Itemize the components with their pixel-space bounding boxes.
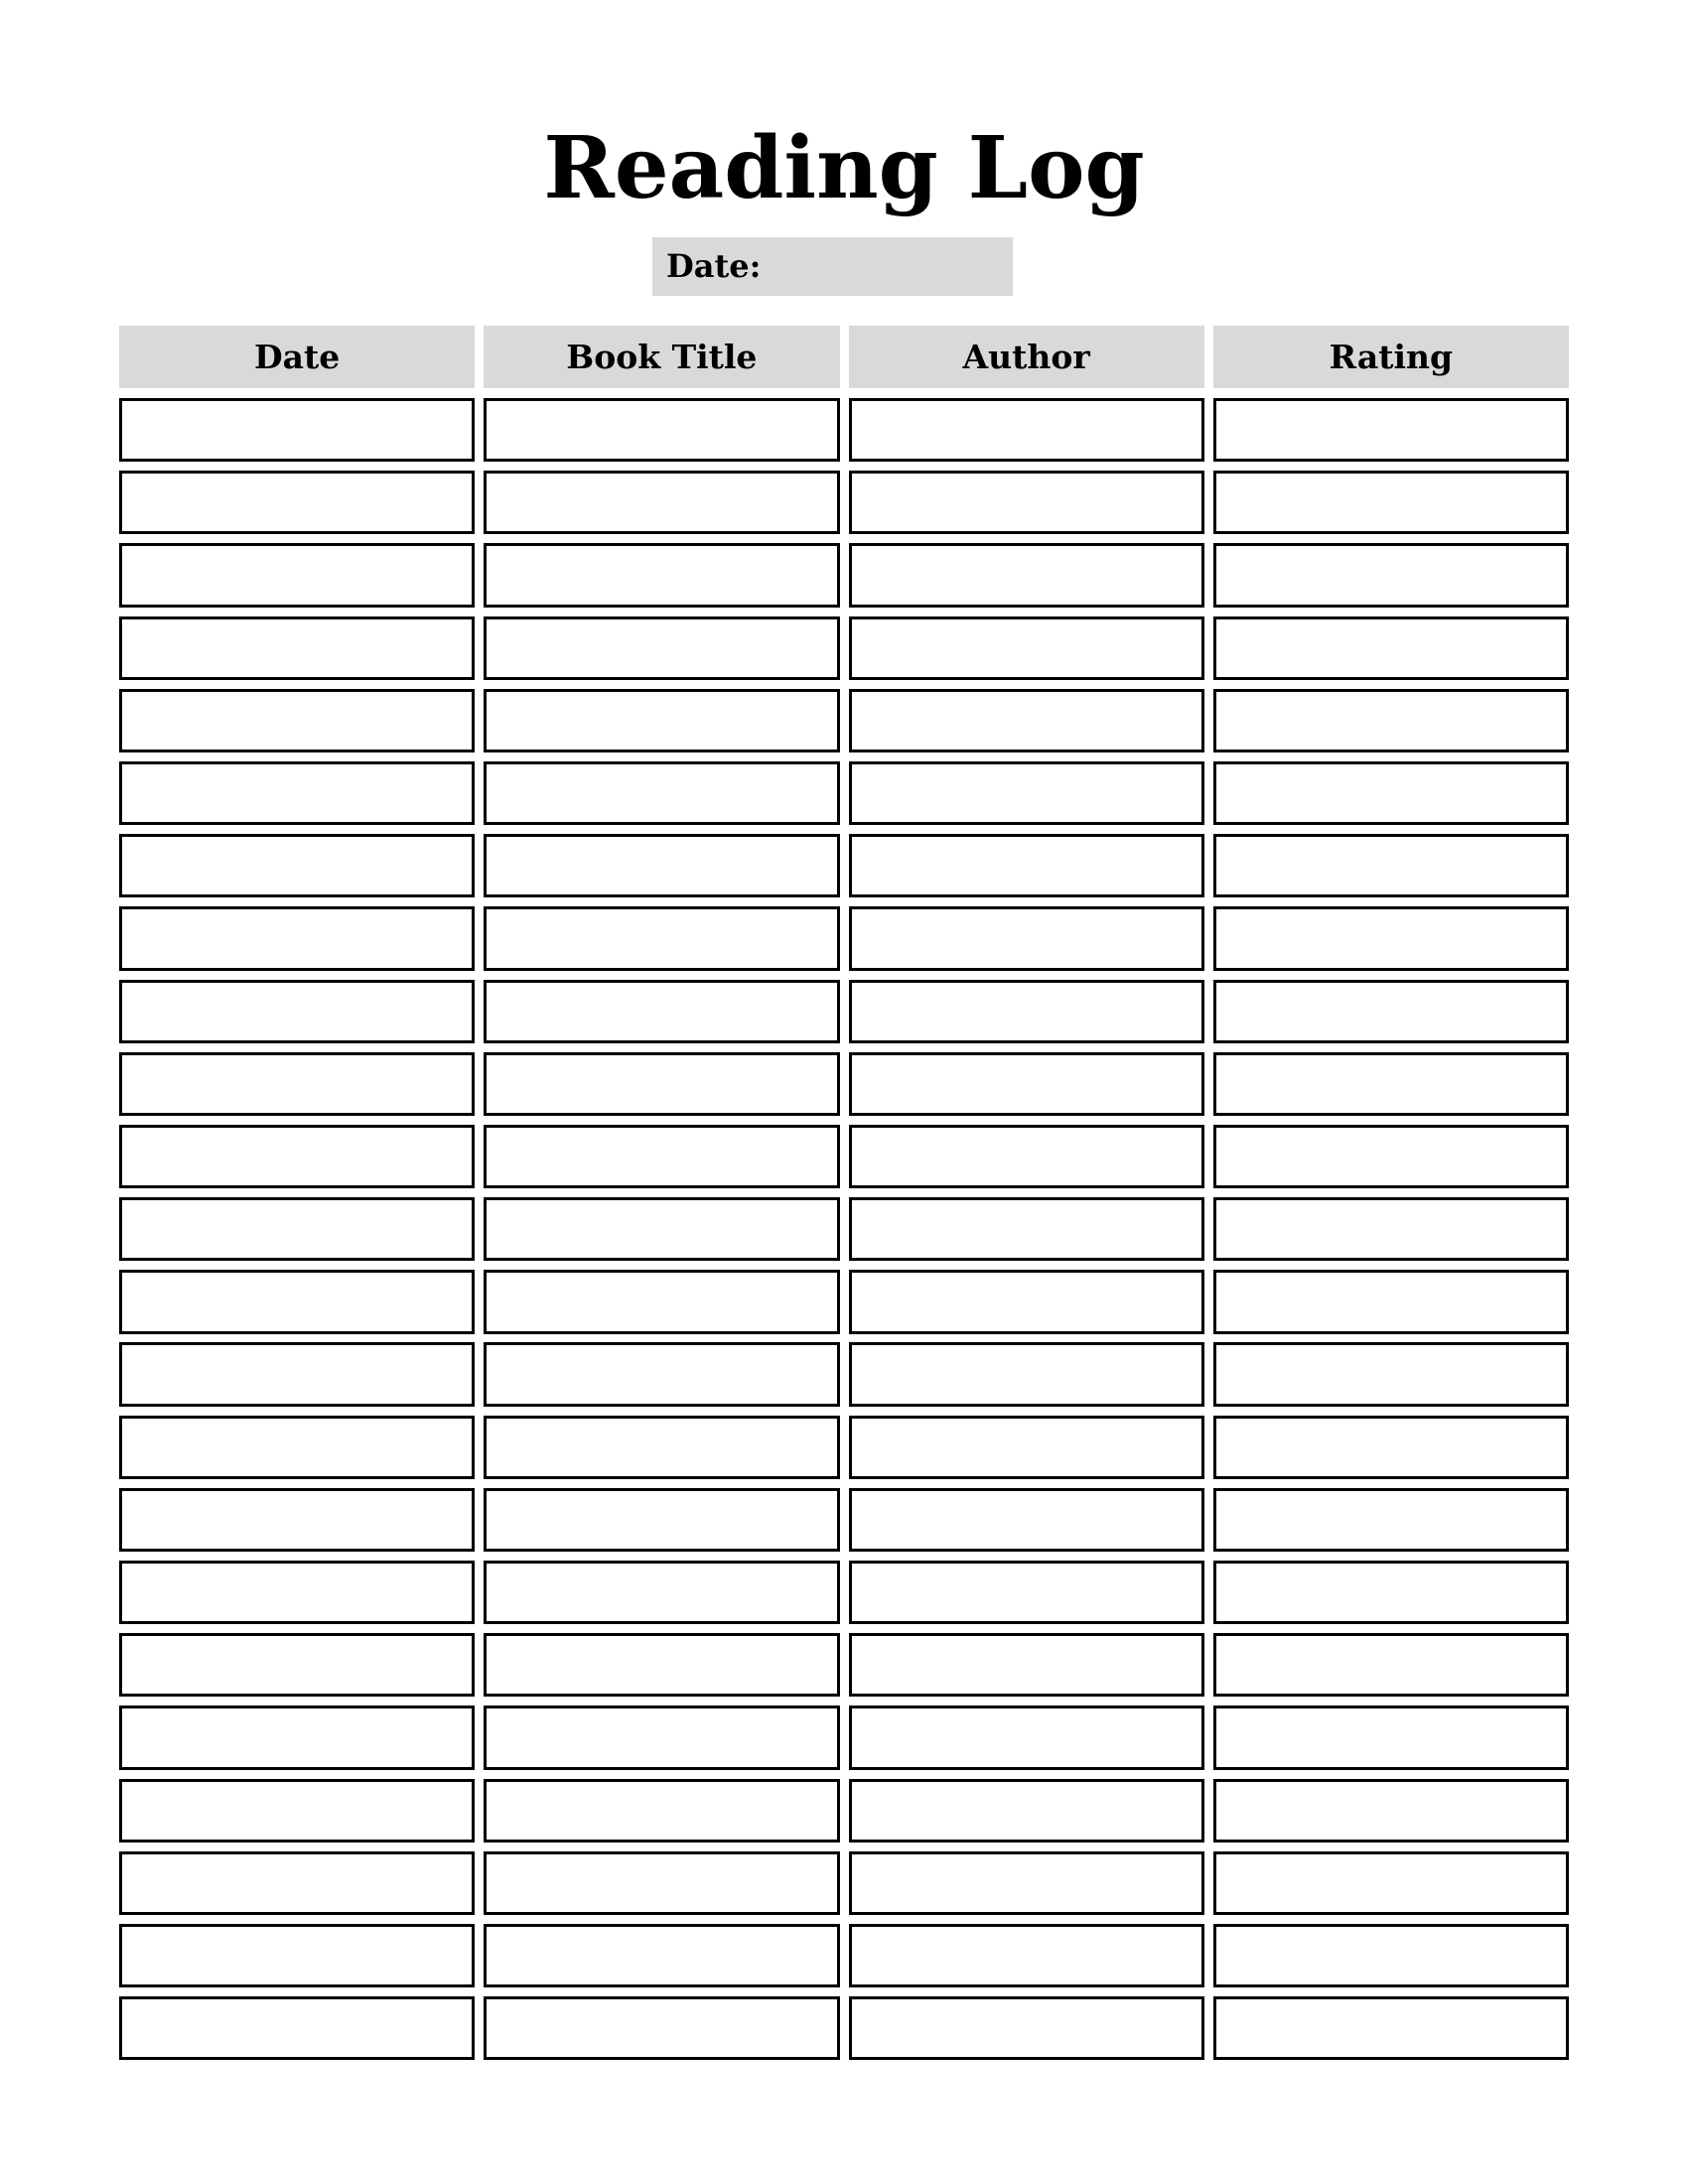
table-body xyxy=(119,398,1569,2060)
cell-book-title[interactable] xyxy=(484,1996,839,2060)
cell-book-title[interactable] xyxy=(484,1779,839,1843)
cell-rating[interactable] xyxy=(1213,689,1569,752)
cell-book-title[interactable] xyxy=(484,689,839,752)
cell-book-title[interactable] xyxy=(484,1342,839,1406)
cell-book-title[interactable] xyxy=(484,1633,839,1697)
cell-rating[interactable] xyxy=(1213,1924,1569,1987)
cell-author[interactable] xyxy=(849,1488,1204,1552)
table-header-row xyxy=(119,326,1569,388)
cell-date[interactable] xyxy=(119,1924,475,1987)
column-header-author: Author xyxy=(849,326,1204,388)
table-row xyxy=(119,906,1569,970)
page-title: Reading Log xyxy=(543,118,1145,218)
cell-rating[interactable] xyxy=(1213,543,1569,607)
cell-date[interactable] xyxy=(119,1052,475,1116)
cell-rating[interactable] xyxy=(1213,761,1569,825)
cell-rating[interactable] xyxy=(1213,1851,1569,1915)
table-row xyxy=(119,980,1569,1043)
table-row xyxy=(119,1996,1569,2060)
cell-book-title[interactable] xyxy=(484,1125,839,1188)
cell-author[interactable] xyxy=(849,1052,1204,1116)
column-header-book-title: Book Title xyxy=(484,326,839,388)
cell-author[interactable] xyxy=(849,980,1204,1043)
table-row xyxy=(119,1052,1569,1116)
cell-book-title[interactable] xyxy=(484,980,839,1043)
column-header-rating: Rating xyxy=(1213,326,1569,388)
cell-book-title[interactable] xyxy=(484,398,839,462)
cell-rating[interactable] xyxy=(1213,398,1569,462)
cell-rating[interactable] xyxy=(1213,616,1569,680)
cell-rating[interactable] xyxy=(1213,1779,1569,1843)
cell-date[interactable] xyxy=(119,471,475,534)
cell-book-title[interactable] xyxy=(484,1270,839,1333)
cell-date[interactable] xyxy=(119,543,475,607)
cell-rating[interactable] xyxy=(1213,980,1569,1043)
cell-date[interactable] xyxy=(119,1633,475,1697)
table-row xyxy=(119,689,1569,752)
reading-log-table xyxy=(119,326,1569,2069)
table-row xyxy=(119,1125,1569,1188)
table-row xyxy=(119,1706,1569,1769)
table-row xyxy=(119,1342,1569,1406)
cell-date[interactable] xyxy=(119,1270,475,1333)
table-row xyxy=(119,1779,1569,1843)
cell-rating[interactable] xyxy=(1213,1706,1569,1769)
cell-author[interactable] xyxy=(849,1706,1204,1769)
cell-author[interactable] xyxy=(849,1996,1204,2060)
table-row xyxy=(119,1851,1569,1915)
cell-book-title[interactable] xyxy=(484,543,839,607)
cell-author[interactable] xyxy=(849,1561,1204,1624)
cell-author[interactable] xyxy=(849,834,1204,897)
cell-book-title[interactable] xyxy=(484,906,839,970)
cell-author[interactable] xyxy=(849,1633,1204,1697)
cell-rating[interactable] xyxy=(1213,834,1569,897)
table-row xyxy=(119,1488,1569,1552)
cell-date[interactable] xyxy=(119,834,475,897)
cell-author[interactable] xyxy=(849,1342,1204,1406)
cell-book-title[interactable] xyxy=(484,1052,839,1116)
cell-author[interactable] xyxy=(849,761,1204,825)
cell-author[interactable] xyxy=(849,1416,1204,1479)
cell-date[interactable] xyxy=(119,689,475,752)
cell-author[interactable] xyxy=(849,543,1204,607)
cell-rating[interactable] xyxy=(1213,1052,1569,1116)
table-row xyxy=(119,1924,1569,1987)
cell-date[interactable] xyxy=(119,1197,475,1261)
cell-date[interactable] xyxy=(119,1996,475,2060)
table-row xyxy=(119,1270,1569,1333)
cell-date[interactable] xyxy=(119,761,475,825)
cell-book-title[interactable] xyxy=(484,834,839,897)
cell-author[interactable] xyxy=(849,1270,1204,1333)
cell-author[interactable] xyxy=(849,1197,1204,1261)
cell-author[interactable] xyxy=(849,1924,1204,1987)
cell-book-title[interactable] xyxy=(484,471,839,534)
cell-date[interactable] xyxy=(119,398,475,462)
cell-date[interactable] xyxy=(119,1342,475,1406)
cell-rating[interactable] xyxy=(1213,1996,1569,2060)
cell-rating[interactable] xyxy=(1213,1416,1569,1479)
table-row xyxy=(119,471,1569,534)
cell-rating[interactable] xyxy=(1213,1633,1569,1697)
cell-date[interactable] xyxy=(119,1851,475,1915)
cell-author[interactable] xyxy=(849,689,1204,752)
cell-author[interactable] xyxy=(849,398,1204,462)
cell-rating[interactable] xyxy=(1213,1561,1569,1624)
column-header-date: Date xyxy=(119,326,475,388)
cell-author[interactable] xyxy=(849,616,1204,680)
cell-author[interactable] xyxy=(849,1125,1204,1188)
table-row xyxy=(119,1633,1569,1697)
cell-date[interactable] xyxy=(119,1416,475,1479)
cell-rating[interactable] xyxy=(1213,906,1569,970)
table-row xyxy=(119,543,1569,607)
table-row xyxy=(119,834,1569,897)
cell-date[interactable] xyxy=(119,1706,475,1769)
cell-rating[interactable] xyxy=(1213,471,1569,534)
cell-rating[interactable] xyxy=(1213,1197,1569,1261)
cell-book-title[interactable] xyxy=(484,1416,839,1479)
cell-rating[interactable] xyxy=(1213,1488,1569,1552)
cell-book-title[interactable] xyxy=(484,1561,839,1624)
date-label: Date: xyxy=(666,247,762,285)
cell-book-title[interactable] xyxy=(484,1197,839,1261)
cell-author[interactable] xyxy=(849,1779,1204,1843)
cell-rating[interactable] xyxy=(1213,1270,1569,1333)
cell-book-title[interactable] xyxy=(484,1706,839,1769)
cell-author[interactable] xyxy=(849,1851,1204,1915)
table-row xyxy=(119,761,1569,825)
cell-rating[interactable] xyxy=(1213,1342,1569,1406)
cell-author[interactable] xyxy=(849,471,1204,534)
table-row xyxy=(119,1197,1569,1261)
table-row xyxy=(119,1416,1569,1479)
cell-book-title[interactable] xyxy=(484,1488,839,1552)
table-row xyxy=(119,1561,1569,1624)
cell-date[interactable] xyxy=(119,616,475,680)
table-row xyxy=(119,398,1569,462)
cell-date[interactable] xyxy=(119,906,475,970)
cell-book-title[interactable] xyxy=(484,761,839,825)
cell-date[interactable] xyxy=(119,1561,475,1624)
cell-date[interactable] xyxy=(119,1779,475,1843)
table-row xyxy=(119,616,1569,680)
cell-date[interactable] xyxy=(119,1488,475,1552)
cell-book-title[interactable] xyxy=(484,1851,839,1915)
cell-book-title[interactable] xyxy=(484,1924,839,1987)
cell-date[interactable] xyxy=(119,980,475,1043)
cell-book-title[interactable] xyxy=(484,616,839,680)
cell-author[interactable] xyxy=(849,906,1204,970)
cell-rating[interactable] xyxy=(1213,1125,1569,1188)
date-field[interactable] xyxy=(652,237,1013,296)
cell-date[interactable] xyxy=(119,1125,475,1188)
